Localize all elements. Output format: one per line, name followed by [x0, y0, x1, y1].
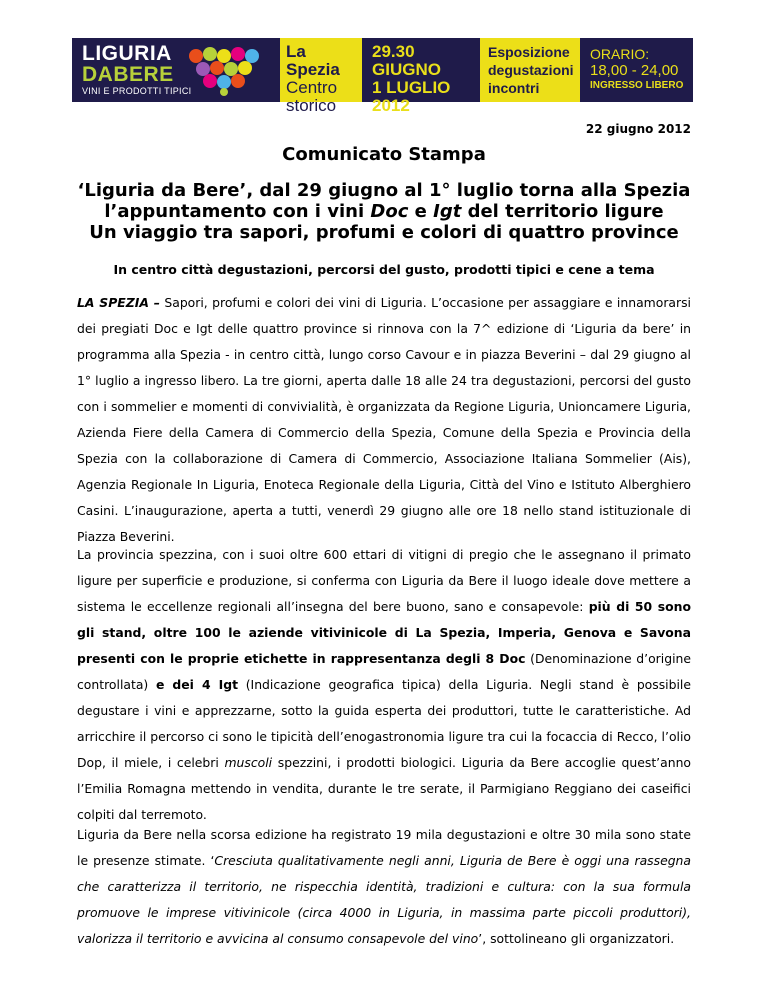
p3-b-italic: Cresciuta qualitativamente negli anni, Liguria de Bere è oggi una rassegna che caratterizza il territorio, ne rispecchia identità, tradizioni e cultura: con la sua formula promuove le imprese vitivinicole (circa 4000 in Liguria, in massima parte piccoli produttori), valorizza il territorio e avvicina al consumo consapevole del vino: [77, 853, 692, 946]
paragraph-2: [77, 542, 691, 828]
paragraph-1-text: Sapori, profumi e colori dei vini di Liguria. L’occasione per assaggiare e innamorarsi dei pregiati Doc e Igt delle quattro province si rinnova con la 7^ edizione di ‘Liguria da bere’ in programma alla Spezia - in centro città, lungo corso Cavour e in piazza Beverini – dal 29 giugno al 1° luglio a ingresso libero. La tre giorni, aperta dalle 18 alle 24 tra degustazioni, percorsi del gusto con i sommelier e momenti di convivialità, è organizzata da Regione Liguria, Unioncamere Liguria, Azienda Fiere della Camera di Commercio della Spezia, Comune della Spezia e Provincia della Spezia con la collaborazione di Camera di Commercio, Associazione Italiana Sommelier (Ais), Agenzia Regionale In Liguria, Enoteca Regionale della Liguria, Città del Vino e Istituto Alberghiero Casini. L’inaugurazione, aperta a tutti, venerdì 29 giugno alle ore 18 nello stand istituzionale di Piazza Beverini.: [77, 295, 691, 544]
title-igt: Igt: [433, 201, 462, 222]
p2-e: (Indicazione geografica tipica) della Liguria. Negli stand è possibile degustare i vini e apprezzarne, sotto la guida esperta dei produttori, tutte le caratteristiche. Ad arricchire il percorso ci sono le tipicità dell’enogastronomia ligure tra cui la focaccia di Recco, l’olio Dop, il miele, i celebri: [77, 677, 691, 770]
p2-a: La provincia spezzina, con i suoi oltre 600 ettari di vitigni di pregio che le assegnano il primato ligure per superficie e produzione, si conferma con Liguria da Bere il luogo ideale dove mettere a sistema le eccellenze regionali all’insegna del bere buono, sano e consapevole:: [77, 547, 691, 614]
event-logo: [72, 38, 280, 102]
title-line-2-b: e: [408, 201, 434, 222]
title-doc: Doc: [370, 201, 409, 222]
grapes-icon: [182, 44, 270, 96]
p3-a: Liguria da Bere nella scorsa edizione ha registrato 19 mila degustazioni e oltre 30 mila sono state le presenze stimate. ‘: [77, 827, 691, 868]
title-line-2: [0, 201, 768, 222]
event-dates: [362, 38, 480, 115]
p2-b-bold: più di 50 sono gli stand, oltre 100 le aziende vitivinicole di La Spezia, Imperia, Genova e Savona presenti con le proprie etichette in rappresentanza degli 8 Doc: [77, 599, 691, 666]
dateline: LA SPEZIA –: [77, 295, 160, 310]
p2-d-bold: e dei 4 Igt: [155, 677, 239, 692]
press-title: [0, 180, 768, 243]
event-hours: [580, 38, 693, 102]
city-line-1: La Spezia: [286, 42, 340, 79]
p2-f-italic: muscoli: [224, 755, 273, 770]
hours-label: ORARIO:: [590, 46, 650, 62]
title-line-2-a: l’appuntamento con i vini: [104, 201, 371, 222]
date-line-2: 1 LUGLIO: [372, 78, 451, 97]
title-line-1: ‘Liguria da Bere’, dal 29 giugno al 1° luglio torna alla Spezia: [77, 180, 691, 201]
date-line-3: 2012: [372, 96, 410, 115]
p2-g: spezzini, i prodotti biologici. Liguria da Bere accoglie quest’anno l’Emilia Romagna mettendo in vendita, durante le tre serate, il Parmigiano Reggiano dei caseifici colpiti dal terremoto.: [77, 755, 692, 822]
date-line-1: 29.30 GIUGNO: [372, 42, 441, 79]
hours-value: 18,00 - 24,00: [590, 62, 679, 79]
logo-line-1: LIGURIA: [82, 42, 172, 65]
press-subtitle: In centro città degustazioni, percorsi del gusto, prodotti tipici e cene a tema: [113, 262, 655, 277]
expo-line-1: Esposizione: [488, 44, 570, 60]
paragraph-1: [77, 290, 691, 550]
logo-tagline: VINI E PRODOTTI TIPICI: [82, 86, 192, 96]
document-heading: Comunicato Stampa: [282, 144, 486, 165]
paragraph-3: [77, 822, 691, 952]
city-line-2: Centro: [286, 78, 338, 97]
release-date: 22 giugno 2012: [585, 122, 691, 136]
p2-c: (Denominazione d’origine controllata): [77, 651, 691, 692]
event-banner: [72, 38, 693, 115]
event-activities: [480, 38, 580, 102]
logo-line-2: DABERE: [82, 63, 174, 86]
expo-line-3: incontri: [488, 80, 540, 96]
title-line-2-c: del territorio ligure: [461, 201, 664, 222]
city-line-3: storico: [286, 96, 337, 115]
p3-c: ’, sottolineano gli organizzatori.: [478, 931, 675, 946]
expo-line-2: degustazioni: [488, 62, 574, 78]
title-line-3: Un viaggio tra sapori, profumi e colori di quattro province: [89, 222, 679, 243]
event-location: [280, 38, 362, 115]
hours-note: INGRESSO LIBERO: [590, 80, 684, 91]
